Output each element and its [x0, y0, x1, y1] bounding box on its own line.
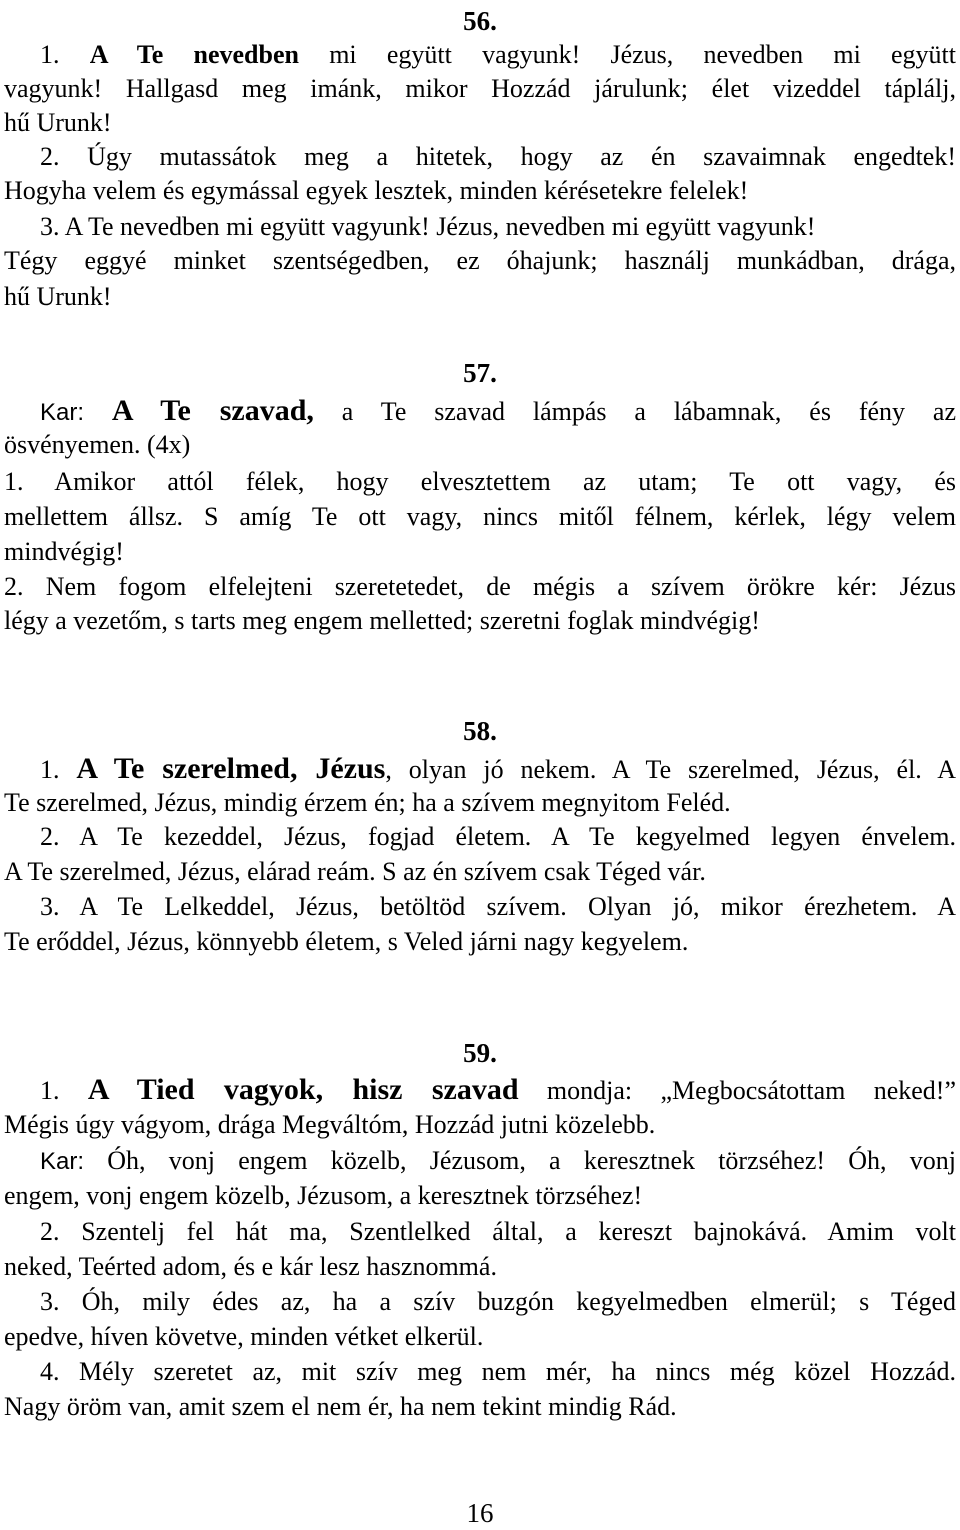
verse-number: 1. [40, 1076, 60, 1105]
song-56-verse-3-line-1: 3. A Te nevedben mi együtt vagyunk! Jézus, nevedben mi együtt vagyunk! [40, 212, 816, 241]
song-59-verse-1-line-2: Mégis úgy vágyom, drága Megváltóm, Hozzád jutni közelebb. [4, 1110, 656, 1139]
song-59-chorus-line-1 [40, 1144, 956, 1179]
song-56-title-words: A Te nevedben [89, 40, 299, 69]
song-58-verse-3-line-1: 3. A Te Lelkeddel, Jézus, betöltöd szívem. Olyan jó, mikor érezhetem. A [40, 892, 956, 921]
song-57-chorus-line-1 [40, 394, 956, 430]
verse-text: mondja: „Megbocsátottam neked!” [518, 1076, 957, 1105]
song-57-verse-1-line-1: 1. Amikor attól félek, hogy elvesztettem az utam; Te ott vagy, és [4, 467, 956, 496]
song-57-chorus-line-2: ösvényemen. (4x) [4, 430, 191, 459]
song-58-verse-2-line-1: 2. A Te kezeddel, Jézus, fogjad életem. A Te kegyelmed legyen énvelem. [40, 822, 956, 851]
verse-number: 1. [40, 40, 60, 69]
verse-number: 1. [40, 755, 60, 784]
song-59-chorus-line-2: engem, vonj engem közelb, Jézusom, a keresztnek törzséhez! [4, 1181, 643, 1210]
song-58-number: 58. [463, 716, 497, 746]
song-59-verse-4-line-2: Nagy öröm van, amit szem el nem ér, ha nem tekint mindig Rád. [4, 1392, 677, 1421]
verse-text: mi együtt vagyunk! Jézus, nevedben mi együtt [298, 40, 956, 69]
song-58-title-words: A Te szerelmed, Jézus [76, 752, 386, 785]
verse-text: Óh, vonj engem közelb, Jézusom, a keresztnek törzséhez! Óh, vonj [84, 1146, 956, 1175]
page-number: 16 [466, 1498, 494, 1528]
song-59-verse-1-line-1 [40, 1073, 956, 1108]
chorus-label: Kar: [40, 1148, 85, 1175]
chorus-label: Kar: [40, 399, 85, 426]
song-57-verse-1-line-2: mellettem állsz. S amíg Te ott vagy, nincs mitől félnem, kérlek, légy velem [4, 502, 956, 531]
song-57-verse-2-line-2: légy a vezetőm, s tarts meg engem melletted; szeretni foglak mindvégig! [4, 606, 760, 635]
song-56-number: 56. [463, 6, 497, 36]
song-58-verse-2-line-2: A Te szerelmed, Jézus, elárad reám. S az én szívem csak Téged vár. [4, 857, 706, 886]
song-58-verse-3-line-2: Te erőddel, Jézus, könnyebb életem, s Veled járni nagy kegyelem. [4, 927, 689, 956]
song-59-verse-2-line-2: neked, Teérted adom, és e kár lesz hasznommá. [4, 1252, 497, 1281]
song-57-number: 57. [463, 358, 497, 388]
song-56-verse-3-line-3: hű Urunk! [4, 282, 112, 311]
song-59-title-words: A Tied vagyok, hisz szavad [87, 1073, 519, 1106]
song-59-verse-2-line-1: 2. Szentelj fel hát ma, Szentlelked által, a kereszt bajnokává. Amim volt [40, 1217, 956, 1246]
verse-text: , olyan jó nekem. A Te szerelmed, Jézus, él. A [385, 755, 957, 784]
song-57-verse-1-line-3: mindvégig! [4, 537, 124, 566]
song-56-verse-1-line-3: hű Urunk! [4, 108, 112, 137]
song-56-verse-2-line-1: 2. Úgy mutassátok meg a hitetek, hogy az én szavaimnak engedtek! [40, 142, 956, 171]
song-56-verse-2-line-2: Hogyha velem és egymással egyek lesztek, minden kérésetekre felelek! [4, 176, 749, 205]
song-59-verse-3-line-1: 3. Óh, mily édes az, ha a szív buzgón kegyelmedben elmerül; s Téged [40, 1287, 956, 1316]
song-56-verse-1-line-1 [40, 38, 956, 72]
song-56-verse-3-line-2: Tégy eggyé minket szentségedben, ez óhajunk; használj munkádban, drága, [4, 246, 956, 275]
song-56-verse-1-line-2: vagyunk! Hallgasd meg imánk, mikor Hozzád járulunk; élet vizeddel táplálj, [4, 74, 956, 103]
song-59-number: 59. [463, 1038, 497, 1068]
song-58-verse-1-line-2: Te szerelmed, Jézus, mindig érzem én; ha a szívem megnyitom Feléd. [4, 788, 731, 817]
song-59-verse-4-line-1: 4. Mély szeretet az, mit szív meg nem mér, ha nincs még közel Hozzád. [40, 1357, 956, 1386]
song-57-title-words: A Te szavad, [111, 394, 314, 427]
verse-text: a Te szavad lámpás a lábamnak, és fény az [313, 397, 957, 426]
song-59-verse-3-line-2: epedve, híven követve, minden vétket elkerül. [4, 1322, 484, 1351]
song-58-verse-1-line-1 [40, 752, 956, 787]
song-57-verse-2-line-1: 2. Nem fogom elfelejteni szeretetedet, de mégis a szívem örökre kér: Jézus [4, 572, 956, 601]
